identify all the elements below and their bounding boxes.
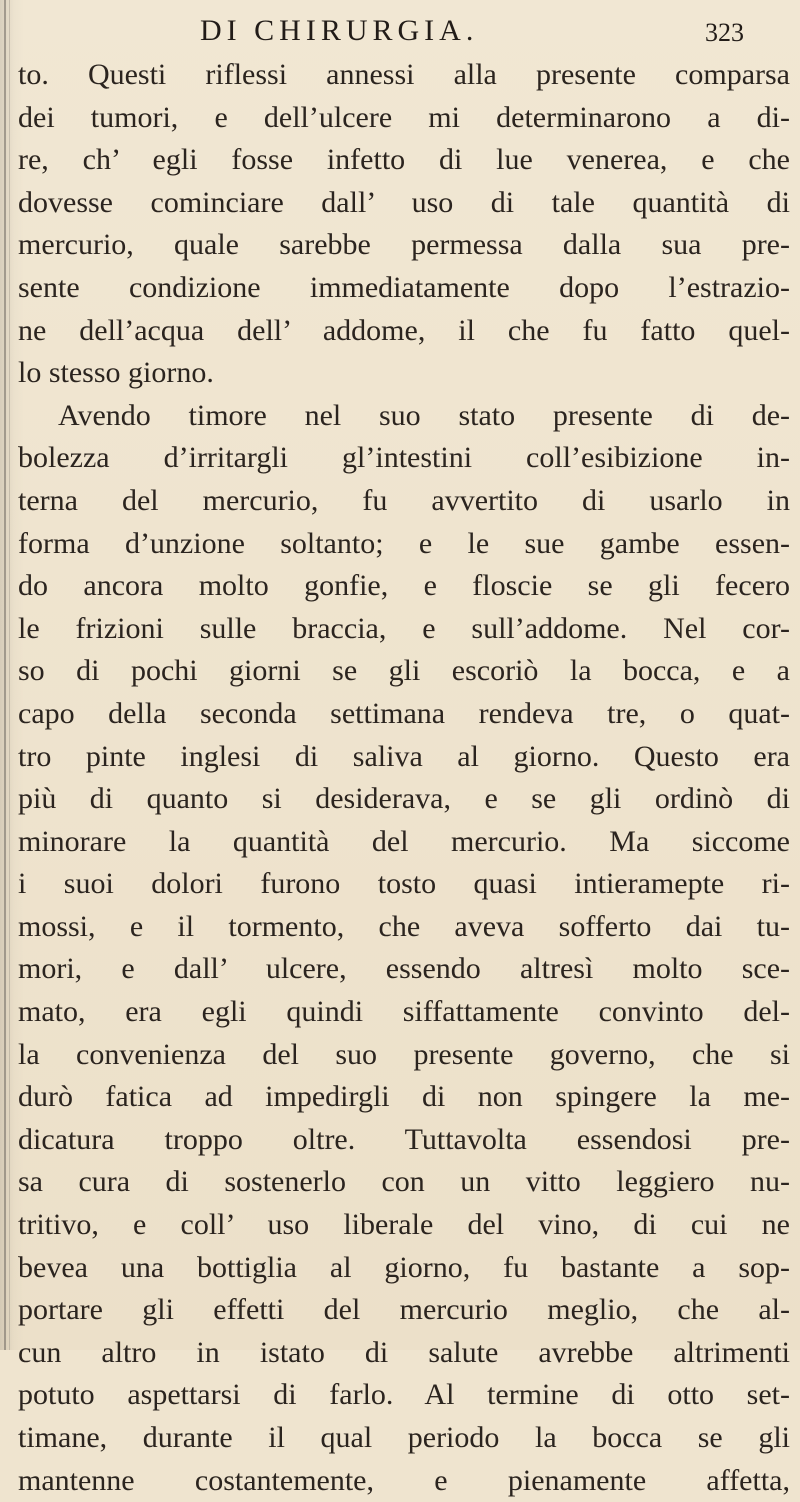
binding-edge	[4, 0, 6, 1350]
text-line: dicatura troppo oltre. Tuttavolta essendosi pre-	[18, 1122, 790, 1156]
text-line: le frizioni sulle braccia, e sull’addome. Nel cor-	[18, 611, 790, 645]
text-line: lo stesso giorno.	[18, 356, 214, 390]
text-line: minorare la quantità del mercurio. Ma siccome	[18, 824, 790, 858]
page-number: 323	[705, 18, 744, 47]
text-line: mossi, e il tormento, che aveva sofferto dai tu-	[18, 909, 790, 943]
text-line: to. Questi riflessi annessi alla presente comparsa	[18, 58, 790, 91]
text-line: bolezza d’irritargli gl’intestini coll’esibizione in-	[18, 441, 790, 475]
text-line: forma d’unzione soltanto; e le sue gambe essen-	[18, 526, 790, 560]
text-line: tritivo, e coll’ uso liberale del vino, di cui ne	[18, 1208, 790, 1242]
text-line: i suoi dolori furono tosto quasi intieramepte ri-	[18, 867, 790, 901]
text-line: sa cura di sostenerlo con un vitto leggiero nu-	[18, 1165, 790, 1199]
text-line: portare gli effetti del mercurio meglio, che al-	[18, 1293, 790, 1327]
text-line: sente condizione immediatamente dopo l’estrazio-	[18, 270, 790, 304]
text-line: mantenne costantemente, e pienamente affetta,	[18, 1463, 790, 1497]
text-line: mato, era egli quindi siffattamente convinto del-	[18, 995, 790, 1029]
text-line: la convenienza del suo presente governo, che si	[18, 1037, 790, 1071]
text-line: re, ch’ egli fosse infetto di lue venerea, e che	[18, 143, 790, 177]
text-line: mori, e dall’ ulcere, essendo altresì molto sce-	[18, 952, 790, 986]
text-line: capo della seconda settimana rendeva tre, o quat-	[18, 696, 790, 730]
text-line: so di pochi giorni se gli escoriò la bocca, e a	[18, 654, 790, 688]
body-text	[18, 54, 790, 1502]
text-line: più di quanto si desiderava, e se gli ordinò di	[18, 782, 790, 816]
text-line: tro pinte inglesi di saliva al giorno. Questo era	[18, 739, 790, 773]
text-line: mercurio, quale sarebbe permessa dalla sua pre-	[18, 228, 790, 262]
text-line: cun altro in istato di salute avrebbe altrimenti	[18, 1335, 790, 1369]
running-head: DI CHIRURGIA.	[200, 14, 479, 47]
text-line: terna del mercurio, fu avvertito di usarlo in	[18, 483, 790, 517]
text-line: potuto aspettarsi di farlo. Al termine di otto set-	[18, 1378, 790, 1412]
text-line: dovesse cominciare dall’ uso di tale quantità di	[18, 185, 790, 219]
text-line: ne dell’acqua dell’ addome, il che fu fatto quel-	[18, 313, 790, 347]
text-line: timane, durante il qual periodo la bocca se gli	[18, 1421, 790, 1454]
text-line: bevea una bottiglia al giorno, fu bastante a sop-	[18, 1250, 790, 1284]
text-line: dei tumori, e dell’ulcere mi determinarono a di-	[18, 100, 790, 134]
text-line: do ancora molto gonfie, e floscie se gli fecero	[18, 569, 790, 603]
binding-edge-shadow	[9, 0, 10, 1350]
page-header	[0, 6, 800, 50]
text-line: Avendo timore nel suo stato presente di de-	[58, 398, 790, 432]
text-line: durò fatica ad impedirgli di non spingere la me-	[18, 1080, 790, 1114]
